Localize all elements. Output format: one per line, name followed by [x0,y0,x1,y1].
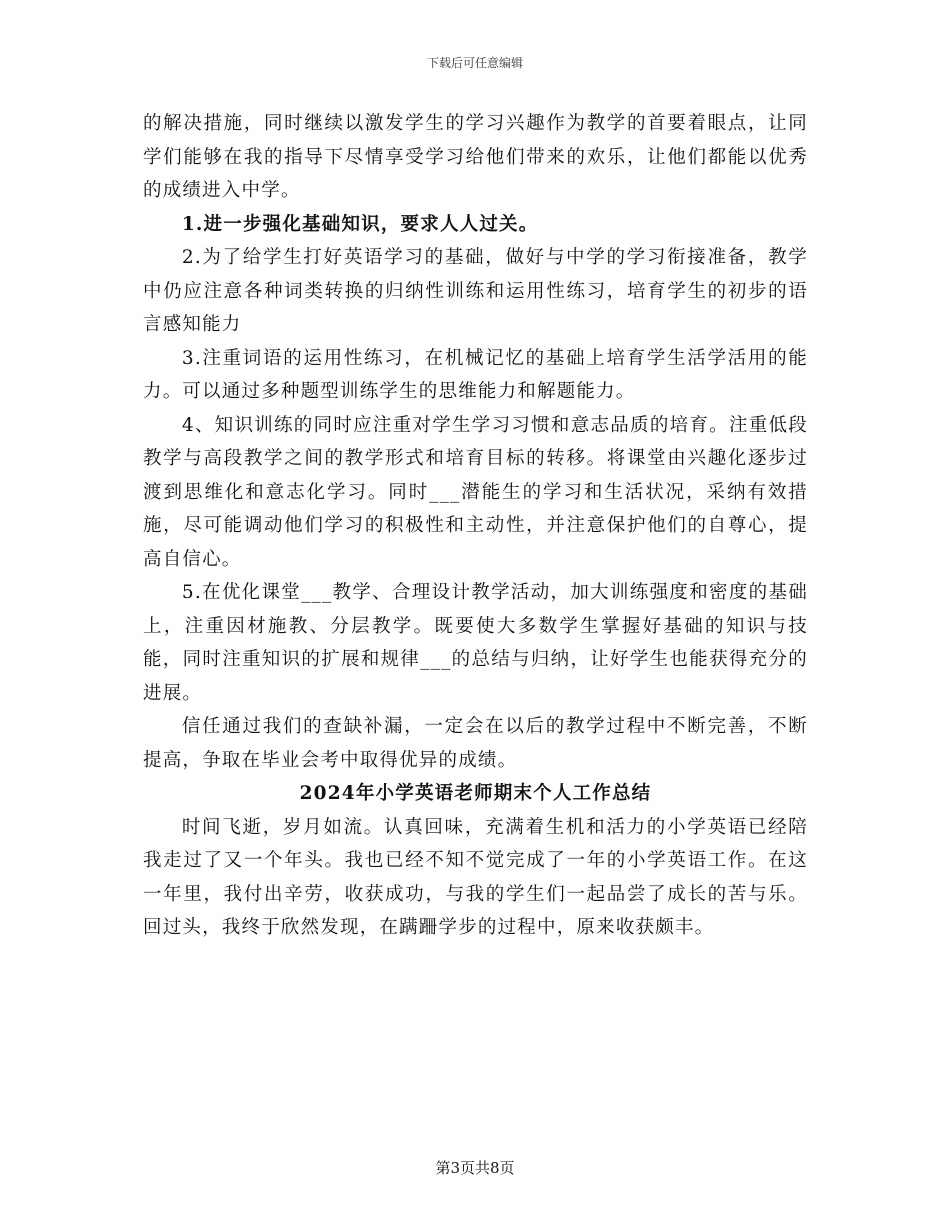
page-header: 下载后可任意编辑 [426,56,523,70]
section-title: 2024年小学英语老师期末个人工作总结 [299,783,652,804]
paragraph-closing: 信任通过我们的查缺补漏，一定会在以后的教学过程中不断完善，不断提高，争取在毕业会考中取得优异的成绩。 [143,716,808,771]
page-number: 第3页共8页 [435,1159,515,1177]
paragraph-point-3: 3.注重词语的运用性练习，在机械记忆的基础上培育学生活学活用的能力。可以通过多种题型训练学生的思维能力和解题能力。 [143,347,808,402]
paragraph-intro: 时间飞逝，岁月如流。认真回味，充满着生机和活力的小学英语已经陪我走过了又一个年头。我也已经不知不觉完成了一年的小学英语工作。在这一年里，我付出辛劳，收获成功，与我的学生们一起品尝了成长的苦与乐。回过头，我终于欣然发现，在蹒跚学步的过程中，原来收获颇丰。 [143,816,808,938]
paragraph-continuation: 的解决措施，同时继续以激发学生的学习兴趣作为教学的首要着眼点，让同学们能够在我的指导下尽情享受学习给他们带来的欢乐，让他们都能以优秀的成绩进入中学。 [143,113,808,201]
paragraph-point-4: 4、知识训练的同时应注重对学生学习习惯和意志品质的培育。注重低段教学与高段教学之间的教学形式和培育目标的转移。将课堂由兴趣化逐步过渡到思维化和意志化学习。同时___潜能生的学习和生活状况，采纳有效措施，尽可能调动他们学习的积极性和主动性，并注意保护他们的自尊心，提高自信心。 [143,414,808,570]
document-body [143,107,808,945]
paragraph-point-2: 2.为了给学生打好英语学习的基础，做好与中学的学习衔接准备，教学中仍应注意各种词类转换的归纳性训练和运用性练习，培育学生的初步的语言感知能力 [143,247,808,335]
paragraph-point-5: 5.在优化课堂___教学、合理设计教学活动，加大训练强度和密度的基础上，注重因材施教、分层教学。既要使大多数学生掌握好基础的知识与技能，同时注重知识的扩展和规律___的总结与归纳，让好学生也能获得充分的进展。 [143,582,808,704]
paragraph-point-1: 1.进一步强化基础知识，要求人人过关。 [181,213,539,235]
